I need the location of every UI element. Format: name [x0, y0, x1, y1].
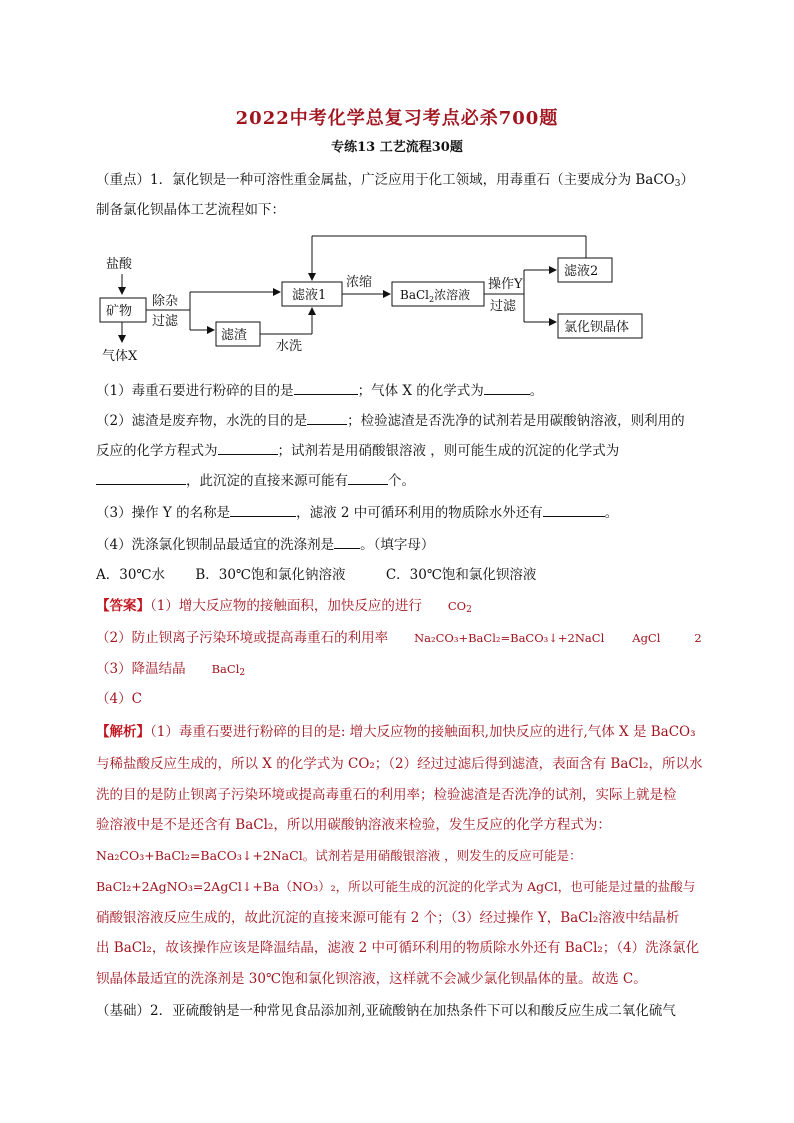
blank[interactable] — [307, 411, 347, 425]
analysis-line-4: 验溶液中是不是还含有 BaCl₂，所以用碳酸钠溶液来检验，发生反应的化学方程式为： — [96, 817, 611, 833]
blank[interactable] — [348, 471, 388, 485]
blank[interactable] — [230, 503, 296, 517]
blank[interactable] — [294, 381, 358, 395]
analysis-line-9: 钡晶体最适宜的洗涤剂是 30℃饱和氯化钡溶液，这样就不会减少氯化钡晶体的量。故选 C。 — [96, 971, 647, 987]
q1-part-1: （1）毒重石要进行粉碎的目的是 ；气体 X 的化学式为 。 — [96, 383, 544, 399]
q1-part-2-line-2: 反应的化学方程式为 ；试剂若是用硝酸银溶液 ，则可能生成的沉淀的化学式为 — [96, 443, 620, 459]
analysis-tag: 【解析】 — [96, 724, 150, 740]
q2-intro: （基础）2．亚硫酸钠是一种常见食品添加剂,亚硫酸钠在加热条件下可以和酸反应生成二氧化硫气 — [96, 1003, 676, 1019]
label-residue: 滤渣 — [221, 328, 248, 343]
label-concentrate: 浓缩 — [346, 275, 373, 290]
page-subtitle: 专练13 工艺流程30题 — [331, 140, 463, 155]
label-operation-y: 操作Y — [488, 277, 523, 292]
label-gas-x: 气体X — [102, 349, 138, 364]
blank[interactable] — [484, 381, 530, 395]
q1-options — [96, 566, 536, 584]
label-impurity-removal: 除杂 — [152, 294, 179, 309]
analysis-line-8: 出 BaCl₂，故该操作应该是降温结晶，滤液 2 中可循环利用的物质除水外还有 BaCl₂；（4）洗涤氯化 — [96, 940, 700, 956]
q1-part-2-line-3: ，此沉淀的直接来源可能有 个。 — [96, 471, 415, 490]
answer-line-1: 【答案】（1）增大反应物的接触面积，加快反应的进行 $CO_2$ — [96, 598, 472, 615]
blank[interactable] — [96, 471, 186, 485]
option-c: C．30℃饱和氯化钡溶液 — [385, 567, 537, 583]
analysis-line-2: 与稀盐酸反应生成的，所以 X 的化学式为 CO₂；（2）经过过滤后得到滤渣，表面含有 BaCl₂，所以水 — [96, 756, 703, 772]
blank[interactable] — [543, 503, 605, 517]
label-filter: 过滤 — [490, 299, 517, 314]
label-ore: 矿物 — [106, 304, 133, 319]
page-title: 2022中考化学总复习考点必杀700题 — [235, 108, 559, 129]
analysis-line-3: 洗的目的是防止钡离子污染环境或提高毒重石的利用率；检验滤渣是否洗净的试剂，实际上就是检 — [96, 787, 677, 803]
label-filtrate-2: 滤液2 — [564, 264, 599, 279]
label-hcl: 盐酸 — [106, 257, 133, 272]
answer-tag: 【答案】 — [96, 598, 150, 614]
analysis-line-5: Na₂CO₃+BaCl₂=BaCO₃↓+2NaCl。试剂若是用硝酸银溶液 ，则发生的反应可能是： — [96, 848, 582, 863]
option-a: A．30℃水 — [96, 567, 166, 583]
blank[interactable] — [334, 535, 360, 549]
analysis-line-7: 硝酸银溶液反应生成的，故此沉淀的直接来源可能有 2 个；（3）经过操作 Y，BaCl₂溶液中结晶析 — [96, 910, 680, 926]
option-b: B．30℃饱和氯化钠溶液 — [195, 567, 346, 583]
label-filtrate-1: 滤液1 — [292, 288, 327, 303]
process-flow-diagram — [94, 230, 654, 370]
label-impurity-filter: 过滤 — [152, 314, 179, 329]
answer-line-2: （2）防止钡离子污染环境或提高毒重石的利用率 Na₂CO₃+BaCl₂=BaCO₃↓+2NaCl AgCl 2 — [96, 630, 702, 646]
label-bacl2-solution: BaCl$_2$浓溶液 — [400, 288, 471, 304]
answer-line-3: （3）降温结晶 BaCl$_2$ — [96, 661, 246, 678]
q1-part-2-line-1: （2）滤渣是废弃物，水洗的目的是 ；检验滤渣是否洗净的试剂若是用碳酸钠溶液，则利用的 — [96, 413, 685, 429]
analysis-line-1: 【解析】（1）毒重石要进行粉碎的目的是: 增大反应物的接触面积,加快反应的进行,气体 X 是 BaCO₃ — [96, 724, 696, 740]
answer-line-4: （4）C — [96, 691, 142, 707]
analysis-line-6: BaCl₂+2AgNO₃=2AgCl↓+Ba（NO₃）₂，所以可能生成的沉淀的化学式为 AgCl，也可能是过量的盐酸与 — [96, 879, 696, 894]
q1-part-4: （4）洗涤氯化钡制品最适宜的洗涤剂是 。（填字母） — [96, 537, 435, 553]
label-water-wash: 水洗 — [276, 339, 303, 354]
label-bacl2-crystal: 氯化钡晶体 — [564, 320, 630, 335]
blank[interactable] — [218, 441, 278, 455]
q1-intro-line-1: （重点）1．氯化钡是一种可溶性重金属盐，广泛应用于化工领域，用毒重石（主要成分为 BaCO$_3$） — [96, 172, 694, 189]
q1-part-3: （3）操作 Y 的名称是 ，滤液 2 中可循环利用的物质除水外还有 。 — [96, 505, 619, 521]
q1-intro-line-2: 制备氯化钡晶体工艺流程如下： — [96, 202, 285, 218]
